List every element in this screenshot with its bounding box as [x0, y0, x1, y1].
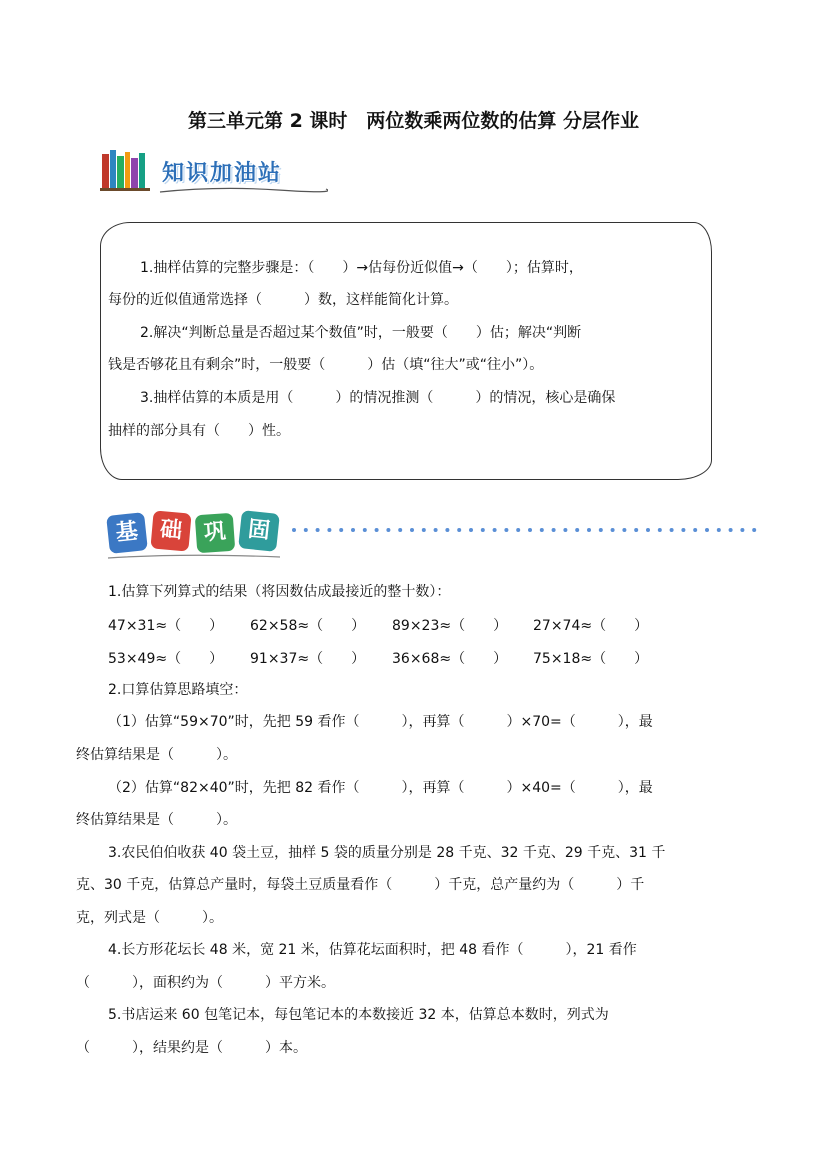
divider-dot — [375, 528, 379, 532]
divider-dot — [351, 528, 355, 532]
divider-dot — [622, 528, 626, 532]
q2-stem: 2.口算估算思路填空： — [108, 682, 248, 698]
divider-dot — [292, 528, 296, 532]
q5-line-2: （ ），结果约是（ ）本。 — [76, 1040, 307, 1056]
q4-line-1: 4.长方形花坛长 48 米，宽 21 米，估算花坛面积时，把 48 看作（ ），21 看作 — [108, 942, 637, 958]
divider-dot — [398, 528, 402, 532]
divider-dot — [670, 528, 674, 532]
q4-line-2: （ ），面积约为（ ）平方米。 — [76, 975, 335, 991]
q5-line-1: 5.书店运来 60 包笔记本，每包笔记本的本数接近 32 本，估算总本数时，列式为 — [108, 1007, 609, 1023]
divider-dot — [327, 528, 331, 532]
divider-dot — [540, 528, 544, 532]
divider-dot — [705, 528, 709, 532]
knowledge-banner — [100, 148, 330, 196]
divider-dot — [646, 528, 650, 532]
q2-a-line-2: 终估算结果是（ ）。 — [76, 747, 237, 763]
divider-dot — [386, 528, 390, 532]
divider-dot — [740, 528, 744, 532]
divider-dot — [752, 528, 756, 532]
divider-dot — [587, 528, 591, 532]
knowledge-line-4: 钱是否够花且有剩余”时，一般要（ ）估（填“往大”或“往小”）。 — [108, 357, 544, 373]
basics-tile-1: 基 — [106, 512, 148, 554]
divider-dot — [681, 528, 685, 532]
divider-dot — [729, 528, 733, 532]
basics-tile-4: 固 — [238, 510, 280, 552]
divider-dot — [339, 528, 343, 532]
divider-dot — [693, 528, 697, 532]
q3-line-1: 3.农民伯伯收获 40 袋土豆，抽样 5 袋的质量分别是 28 千克、32 千克、29 千克、31 千 — [108, 845, 666, 861]
divider-dot — [493, 528, 497, 532]
divider-dot — [304, 528, 308, 532]
q1-expr-3: 89×23≈（ ） — [392, 618, 508, 634]
banner-underline — [158, 184, 328, 196]
q1-expr-7: 36×68≈（ ） — [392, 651, 508, 667]
basics-tile-3: 巩 — [195, 513, 236, 554]
divider-dot — [634, 528, 638, 532]
dotted-divider — [290, 526, 760, 534]
knowledge-line-2: 每份的近似值通常选择（ ）数，这样能简化计算。 — [108, 292, 458, 308]
divider-dot — [504, 528, 508, 532]
knowledge-line-3: 2.解决“判断总量是否超过某个数值”时，一般要（ ）估；解决“判断 — [140, 325, 582, 341]
knowledge-line-6: 抽样的部分具有（ ）性。 — [108, 423, 290, 439]
q1-stem: 1.估算下列算式的结果（将因数估成最接近的整十数）： — [108, 584, 451, 600]
divider-dot — [457, 528, 461, 532]
divider-dot — [575, 528, 579, 532]
divider-dot — [717, 528, 721, 532]
q2-b-line-1: （2）估算“82×40”时，先把 82 看作（ ），再算（ ）×40=（ ），最 — [108, 780, 653, 796]
basics-underline — [104, 552, 284, 562]
q1-expr-5: 53×49≈（ ） — [108, 651, 224, 667]
knowledge-banner-title: 知识加油站 — [162, 161, 283, 186]
divider-dot — [552, 528, 556, 532]
divider-dot — [445, 528, 449, 532]
divider-dot — [481, 528, 485, 532]
divider-dot — [434, 528, 438, 532]
q1-expr-1: 47×31≈（ ） — [108, 618, 224, 634]
q1-expr-4: 27×74≈（ ） — [533, 618, 649, 634]
divider-dot — [422, 528, 426, 532]
divider-dot — [658, 528, 662, 532]
q3-line-2: 克、30 千克，估算总产量时，每袋土豆质量看作（ ）千克，总产量约为（ ）千 — [76, 877, 645, 893]
q1-expr-2: 62×58≈（ ） — [250, 618, 366, 634]
page-title: 第三单元第 2 课时 两位数乘两位数的估算 分层作业 — [187, 110, 640, 132]
basics-tile-2: 础 — [150, 510, 191, 551]
divider-dot — [410, 528, 414, 532]
divider-dot — [528, 528, 532, 532]
books-icon — [100, 148, 160, 194]
q3-line-3: 克，列式是（ ）。 — [76, 910, 223, 926]
knowledge-line-1: 1.抽样估算的完整步骤是：（ ）→估每份近似值→（ ）；估算时， — [140, 260, 583, 276]
divider-dot — [599, 528, 603, 532]
divider-dot — [316, 528, 320, 532]
divider-dot — [563, 528, 567, 532]
q1-expr-8: 75×18≈（ ） — [533, 651, 649, 667]
q2-a-line-1: （1）估算“59×70”时，先把 59 看作（ ），再算（ ）×70=（ ），最 — [108, 714, 653, 730]
knowledge-line-5: 3.抽样估算的本质是用（ ）的情况推测（ ）的情况，核心是确保 — [140, 390, 616, 406]
divider-dot — [611, 528, 615, 532]
divider-dot — [469, 528, 473, 532]
basics-banner — [104, 508, 294, 560]
divider-dot — [516, 528, 520, 532]
divider-dot — [363, 528, 367, 532]
q1-expr-6: 91×37≈（ ） — [250, 651, 366, 667]
q2-b-line-2: 终估算结果是（ ）。 — [76, 812, 237, 828]
